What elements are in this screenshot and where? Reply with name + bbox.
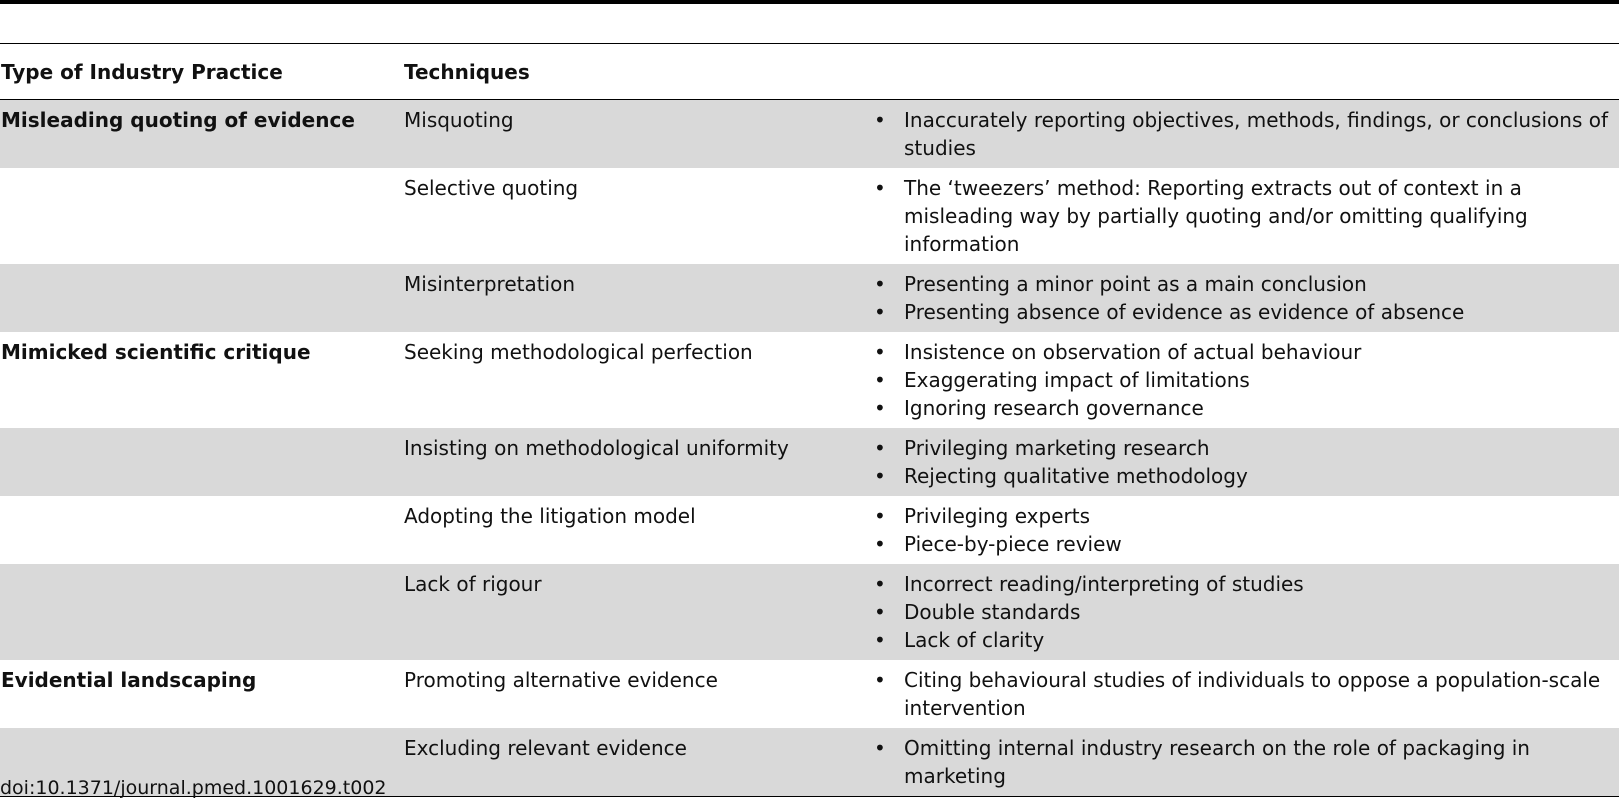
- detail-item: [874, 734, 1617, 790]
- bullet-icon: •: [874, 368, 886, 392]
- bullet-icon: •: [874, 272, 886, 296]
- table-row: [0, 496, 1619, 564]
- bullet-icon: •: [874, 340, 886, 364]
- bullet-icon: •: [874, 504, 886, 528]
- detail-item: [874, 298, 1617, 326]
- details-list: [874, 666, 1617, 722]
- table-row: [0, 660, 1619, 728]
- bullet-icon: •: [874, 464, 886, 488]
- practice-cell: [0, 174, 404, 258]
- detail-text: Privileging experts: [904, 504, 1090, 528]
- practice-cell: [0, 570, 404, 654]
- details-cell: [874, 338, 1619, 422]
- detail-item: [874, 598, 1617, 626]
- detail-item: [874, 502, 1617, 530]
- bullet-icon: •: [874, 176, 886, 200]
- technique-cell: Lack of rigour: [404, 572, 542, 596]
- technique-cell: Misquoting: [404, 108, 514, 132]
- detail-text: Insistence on observation of actual behaviour: [904, 340, 1362, 364]
- technique-cell: Adopting the litigation model: [404, 504, 696, 528]
- bullet-icon: •: [874, 628, 886, 652]
- detail-text: Rejecting qualitative methodology: [904, 464, 1248, 488]
- table-row: [0, 332, 1619, 428]
- details-list: [874, 338, 1617, 422]
- practice-cell: Mimicked scientific critique: [1, 340, 311, 364]
- detail-item: [874, 666, 1617, 722]
- detail-item: [874, 462, 1617, 490]
- detail-text: The ‘tweezers’ method: Reporting extracts out of context in a misleading way by partially quoting and/or omitting qualifying information: [904, 176, 1528, 256]
- details-list: [874, 106, 1617, 162]
- header-practice: Type of Industry Practice: [1, 59, 283, 84]
- table-header-row: [0, 44, 1619, 100]
- detail-item: [874, 626, 1617, 654]
- detail-text: Inaccurately reporting objectives, methods, findings, or conclusions of studies: [904, 108, 1609, 160]
- detail-text: Piece-by-piece review: [904, 532, 1122, 556]
- details-cell: [874, 174, 1619, 258]
- table-doi-caption: doi:10.1371/journal.pmed.1001629.t002: [0, 777, 387, 799]
- technique-cell: Misinterpretation: [404, 272, 576, 296]
- detail-item: [874, 366, 1617, 394]
- details-list: [874, 570, 1617, 654]
- detail-item: [874, 530, 1617, 558]
- technique-cell: Excluding relevant evidence: [404, 736, 687, 760]
- table-row: [0, 264, 1619, 332]
- details-list: [874, 270, 1617, 326]
- table-row: [0, 168, 1619, 264]
- details-cell: [874, 270, 1619, 326]
- detail-text: Presenting a minor point as a main conclusion: [904, 272, 1367, 296]
- technique-cell: Seeking methodological perfection: [404, 340, 753, 364]
- bullet-icon: •: [874, 572, 886, 596]
- bullet-icon: •: [874, 108, 886, 132]
- detail-text: Presenting absence of evidence as evidence of absence: [904, 300, 1465, 324]
- detail-item: [874, 270, 1617, 298]
- detail-text: Exaggerating impact of limitations: [904, 368, 1250, 392]
- top-rule: [0, 0, 1619, 4]
- practice-cell: Evidential landscaping: [1, 668, 257, 692]
- detail-item: [874, 106, 1617, 162]
- detail-text: Ignoring research governance: [904, 396, 1204, 420]
- details-list: [874, 174, 1617, 258]
- technique-cell: Insisting on methodological uniformity: [404, 436, 789, 460]
- table-body: [0, 100, 1619, 796]
- bullet-icon: •: [874, 300, 886, 324]
- details-list: [874, 502, 1617, 558]
- table-row: [0, 428, 1619, 496]
- detail-item: [874, 570, 1617, 598]
- details-list: [874, 434, 1617, 490]
- header-techniques: Techniques: [404, 59, 530, 84]
- detail-text: Incorrect reading/interpreting of studies: [904, 572, 1304, 596]
- practices-table: [0, 43, 1619, 797]
- details-cell: [874, 666, 1619, 722]
- technique-cell: Selective quoting: [404, 176, 579, 200]
- table-row: [0, 564, 1619, 660]
- bullet-icon: •: [874, 396, 886, 420]
- practice-cell: [0, 434, 404, 490]
- detail-text: Omitting internal industry research on the role of packaging in marketing: [904, 736, 1530, 788]
- bullet-icon: •: [874, 736, 886, 760]
- bullet-icon: •: [874, 600, 886, 624]
- details-cell: [874, 434, 1619, 490]
- details-cell: [874, 502, 1619, 558]
- bullet-icon: •: [874, 668, 886, 692]
- practice-cell: [0, 270, 404, 326]
- detail-item: [874, 174, 1617, 258]
- detail-text: Citing behavioural studies of individuals to oppose a population-scale intervention: [904, 668, 1601, 720]
- detail-text: Double standards: [904, 600, 1081, 624]
- details-list: [874, 734, 1617, 790]
- details-cell: [874, 570, 1619, 654]
- detail-text: Privileging marketing research: [904, 436, 1210, 460]
- details-cell: [874, 106, 1619, 162]
- detail-text: Lack of clarity: [904, 628, 1045, 652]
- detail-item: [874, 394, 1617, 422]
- technique-cell: Promoting alternative evidence: [404, 668, 718, 692]
- practice-cell: Misleading quoting of evidence: [1, 108, 355, 132]
- detail-item: [874, 338, 1617, 366]
- table-row: [0, 100, 1619, 168]
- detail-item: [874, 434, 1617, 462]
- details-cell: [874, 734, 1619, 790]
- bullet-icon: •: [874, 436, 886, 460]
- bullet-icon: •: [874, 532, 886, 556]
- practice-cell: [0, 502, 404, 558]
